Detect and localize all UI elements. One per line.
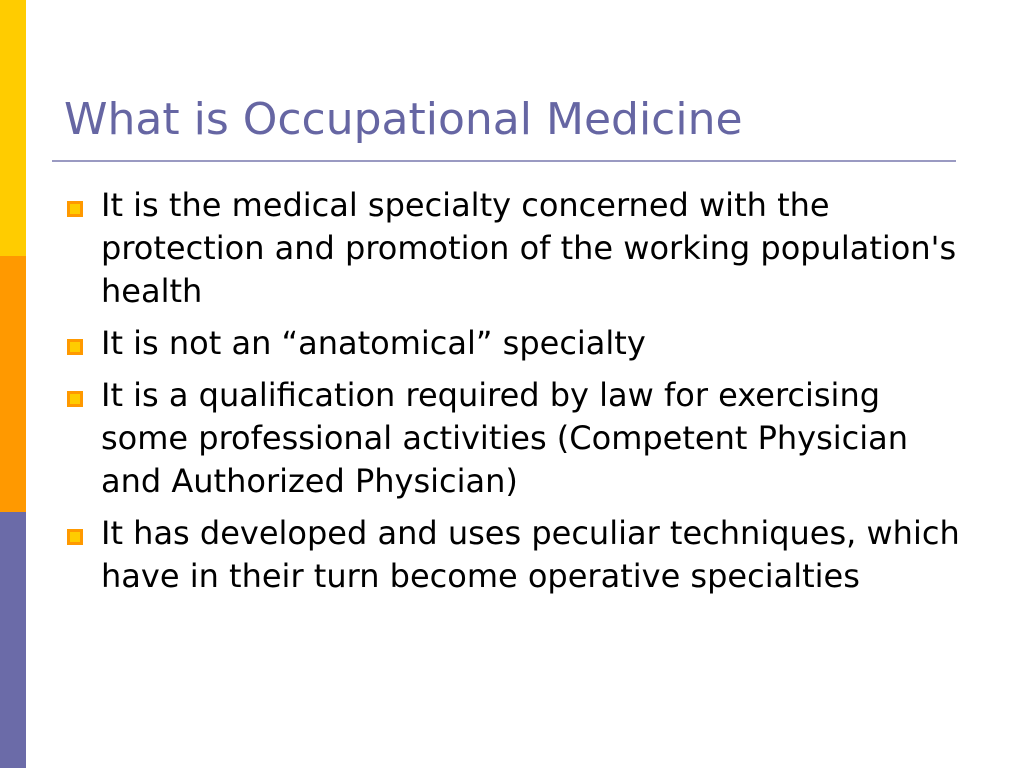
side-bar-orange — [0, 256, 26, 512]
side-bar-purple — [0, 512, 26, 768]
bullet-item — [64, 184, 964, 313]
title-divider — [52, 160, 956, 162]
bullet-text: It has developed and uses peculiar techniques, which have in their turn become operative specialties — [101, 514, 960, 595]
side-bar-yellow — [0, 0, 26, 256]
bullet-text: It is a qualification required by law for exercising some professional activities (Competent Physician and Authorized Physician) — [101, 376, 909, 500]
bullet-item — [64, 322, 964, 365]
bullet-list — [64, 184, 964, 607]
bullet-text: It is not an “anatomical” specialty — [101, 324, 646, 362]
bullet-item — [64, 512, 964, 598]
square-bullet-icon — [67, 339, 83, 355]
slide-title: What is Occupational Medicine — [64, 94, 743, 145]
bullet-text: It is the medical specialty concerned with the protection and promotion of the working population's health — [101, 186, 957, 310]
square-bullet-icon — [67, 201, 83, 217]
square-bullet-icon — [67, 529, 83, 545]
square-bullet-icon — [67, 391, 83, 407]
bullet-item — [64, 374, 964, 503]
